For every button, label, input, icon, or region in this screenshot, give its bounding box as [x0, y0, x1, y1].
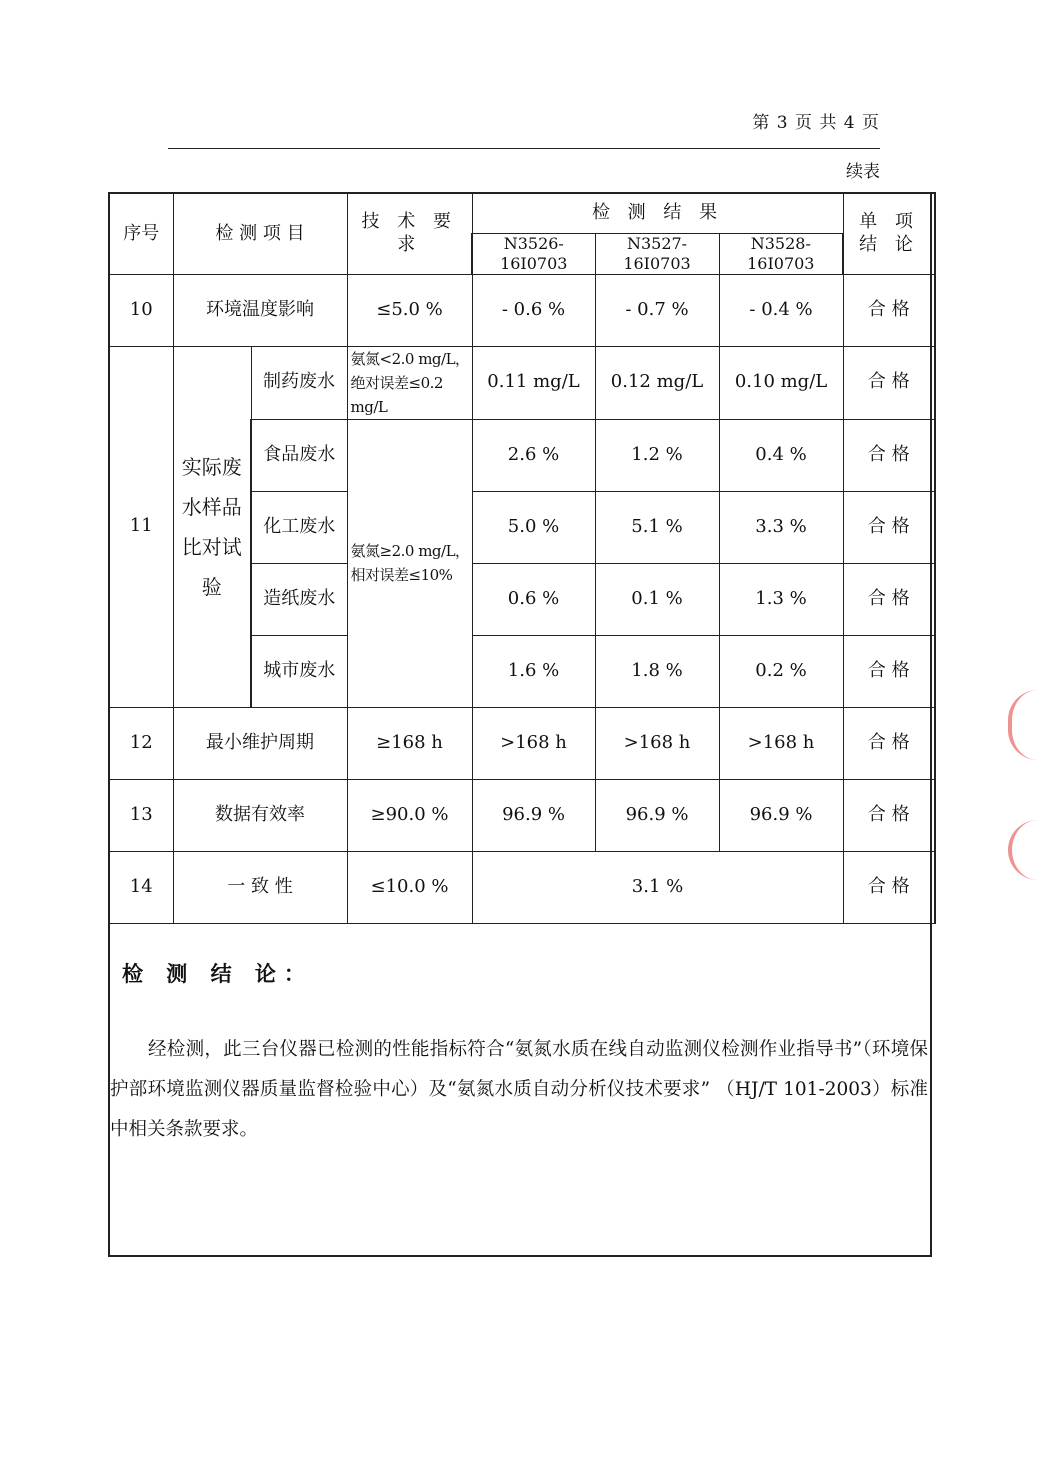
sample-r2: 0.1 % [595, 563, 719, 635]
row12-r1: >168 h [472, 707, 595, 779]
sample-r3: 0.2 % [719, 635, 843, 707]
sample-r1: 5.0 % [472, 491, 595, 563]
sample-r2: 0.12 mg/L [595, 346, 719, 419]
red-seal-fragment [1008, 690, 1052, 760]
continued-label: 续表 [846, 162, 880, 182]
row14-result: 3.1 % [472, 851, 843, 923]
sample-name: 造纸废水 [251, 563, 347, 635]
row14-verdict: 合 格 [843, 851, 935, 923]
row11-req-high: 氨氮≥2.0 mg/L，相对误差≤10% [347, 419, 472, 707]
row12-item: 最小维护周期 [173, 707, 347, 779]
sample-r1: 1.6 % [472, 635, 595, 707]
sample-verdict: 合 格 [843, 635, 935, 707]
row10-verdict: 合 格 [843, 274, 935, 346]
table-row [109, 851, 935, 923]
row13-req: ≥90.0 % [347, 779, 472, 851]
instrument-3: N3528-16I0703 [719, 233, 843, 274]
sample-r1: 0.6 % [472, 563, 595, 635]
row10-r1: - 0.6 % [472, 274, 595, 346]
row12-verdict: 合 格 [843, 707, 935, 779]
row14-item: 一 致 性 [173, 851, 347, 923]
header-conclusion: 单 项 结 论 [843, 193, 935, 274]
table-row [109, 346, 935, 419]
sample-r3: 1.3 % [719, 563, 843, 635]
row12-r2: >168 h [595, 707, 719, 779]
row12-seq: 12 [109, 707, 173, 779]
row11-seq: 11 [109, 346, 173, 707]
row13-seq: 13 [109, 779, 173, 851]
row12-r3: >168 h [719, 707, 843, 779]
instrument-1: N3526-16I0703 [472, 233, 595, 274]
header-requirement: 技 术 要 求 [347, 193, 472, 274]
row13-item: 数据有效率 [173, 779, 347, 851]
row13-r1: 96.9 % [472, 779, 595, 851]
sample-verdict: 合 格 [843, 563, 935, 635]
sample-name: 食品废水 [251, 419, 347, 491]
instrument-2: N3527-16I0703 [595, 233, 719, 274]
row12-req: ≥168 h [347, 707, 472, 779]
row11-group: 实际废水样品比对试验 [173, 346, 251, 707]
row13-r2: 96.9 % [595, 779, 719, 851]
conclusion-body: 经检测，此三台仪器已检测的性能指标符合“氨氮水质在线自动监测仪检测作业指导书”（环境保护部环境监测仪器质量监督检验中心）及“氨氮水质自动分析仪技术要求” （HJ/T 101-2003）标准中相关条款要求。 [110, 1039, 928, 1140]
page-number: 第 3 页 共 4 页 [752, 113, 880, 133]
header-row [109, 193, 935, 233]
sample-r2: 5.1 % [595, 491, 719, 563]
sample-verdict: 合 格 [843, 491, 935, 563]
sample-r2: 1.2 % [595, 419, 719, 491]
row10-item: 环境温度影响 [173, 274, 347, 346]
sample-r2: 1.8 % [595, 635, 719, 707]
row14-seq: 14 [109, 851, 173, 923]
row14-req: ≤10.0 % [347, 851, 472, 923]
row11-req-low: 氨氮<2.0 mg/L，绝对误差≤0.2 mg/L [347, 346, 472, 419]
row13-verdict: 合 格 [843, 779, 935, 851]
row10-req: ≤5.0 % [347, 274, 472, 346]
sample-r3: 0.10 mg/L [719, 346, 843, 419]
sample-name: 城市废水 [251, 635, 347, 707]
sample-name: 制药废水 [251, 346, 347, 419]
header-rule [168, 148, 880, 149]
row10-seq: 10 [109, 274, 173, 346]
sample-name: 化工废水 [251, 491, 347, 563]
sample-r3: 0.4 % [719, 419, 843, 491]
header-seq: 序号 [109, 193, 173, 274]
sample-r1: 0.11 mg/L [472, 346, 595, 419]
row13-r3: 96.9 % [719, 779, 843, 851]
sample-verdict: 合 格 [843, 346, 935, 419]
sample-r3: 3.3 % [719, 491, 843, 563]
table-row [109, 779, 935, 851]
row10-r3: - 0.4 % [719, 274, 843, 346]
header-item: 检 测 项 目 [173, 193, 347, 274]
results-table [108, 192, 936, 924]
header-results: 检 测 结 果 [472, 193, 843, 233]
row10-r2: - 0.7 % [595, 274, 719, 346]
table-row [109, 707, 935, 779]
table-row [109, 274, 935, 346]
sample-verdict: 合 格 [843, 419, 935, 491]
conclusion-title: 检 测 结 论： [122, 962, 313, 986]
red-seal-fragment [1008, 820, 1052, 880]
sample-r1: 2.6 % [472, 419, 595, 491]
